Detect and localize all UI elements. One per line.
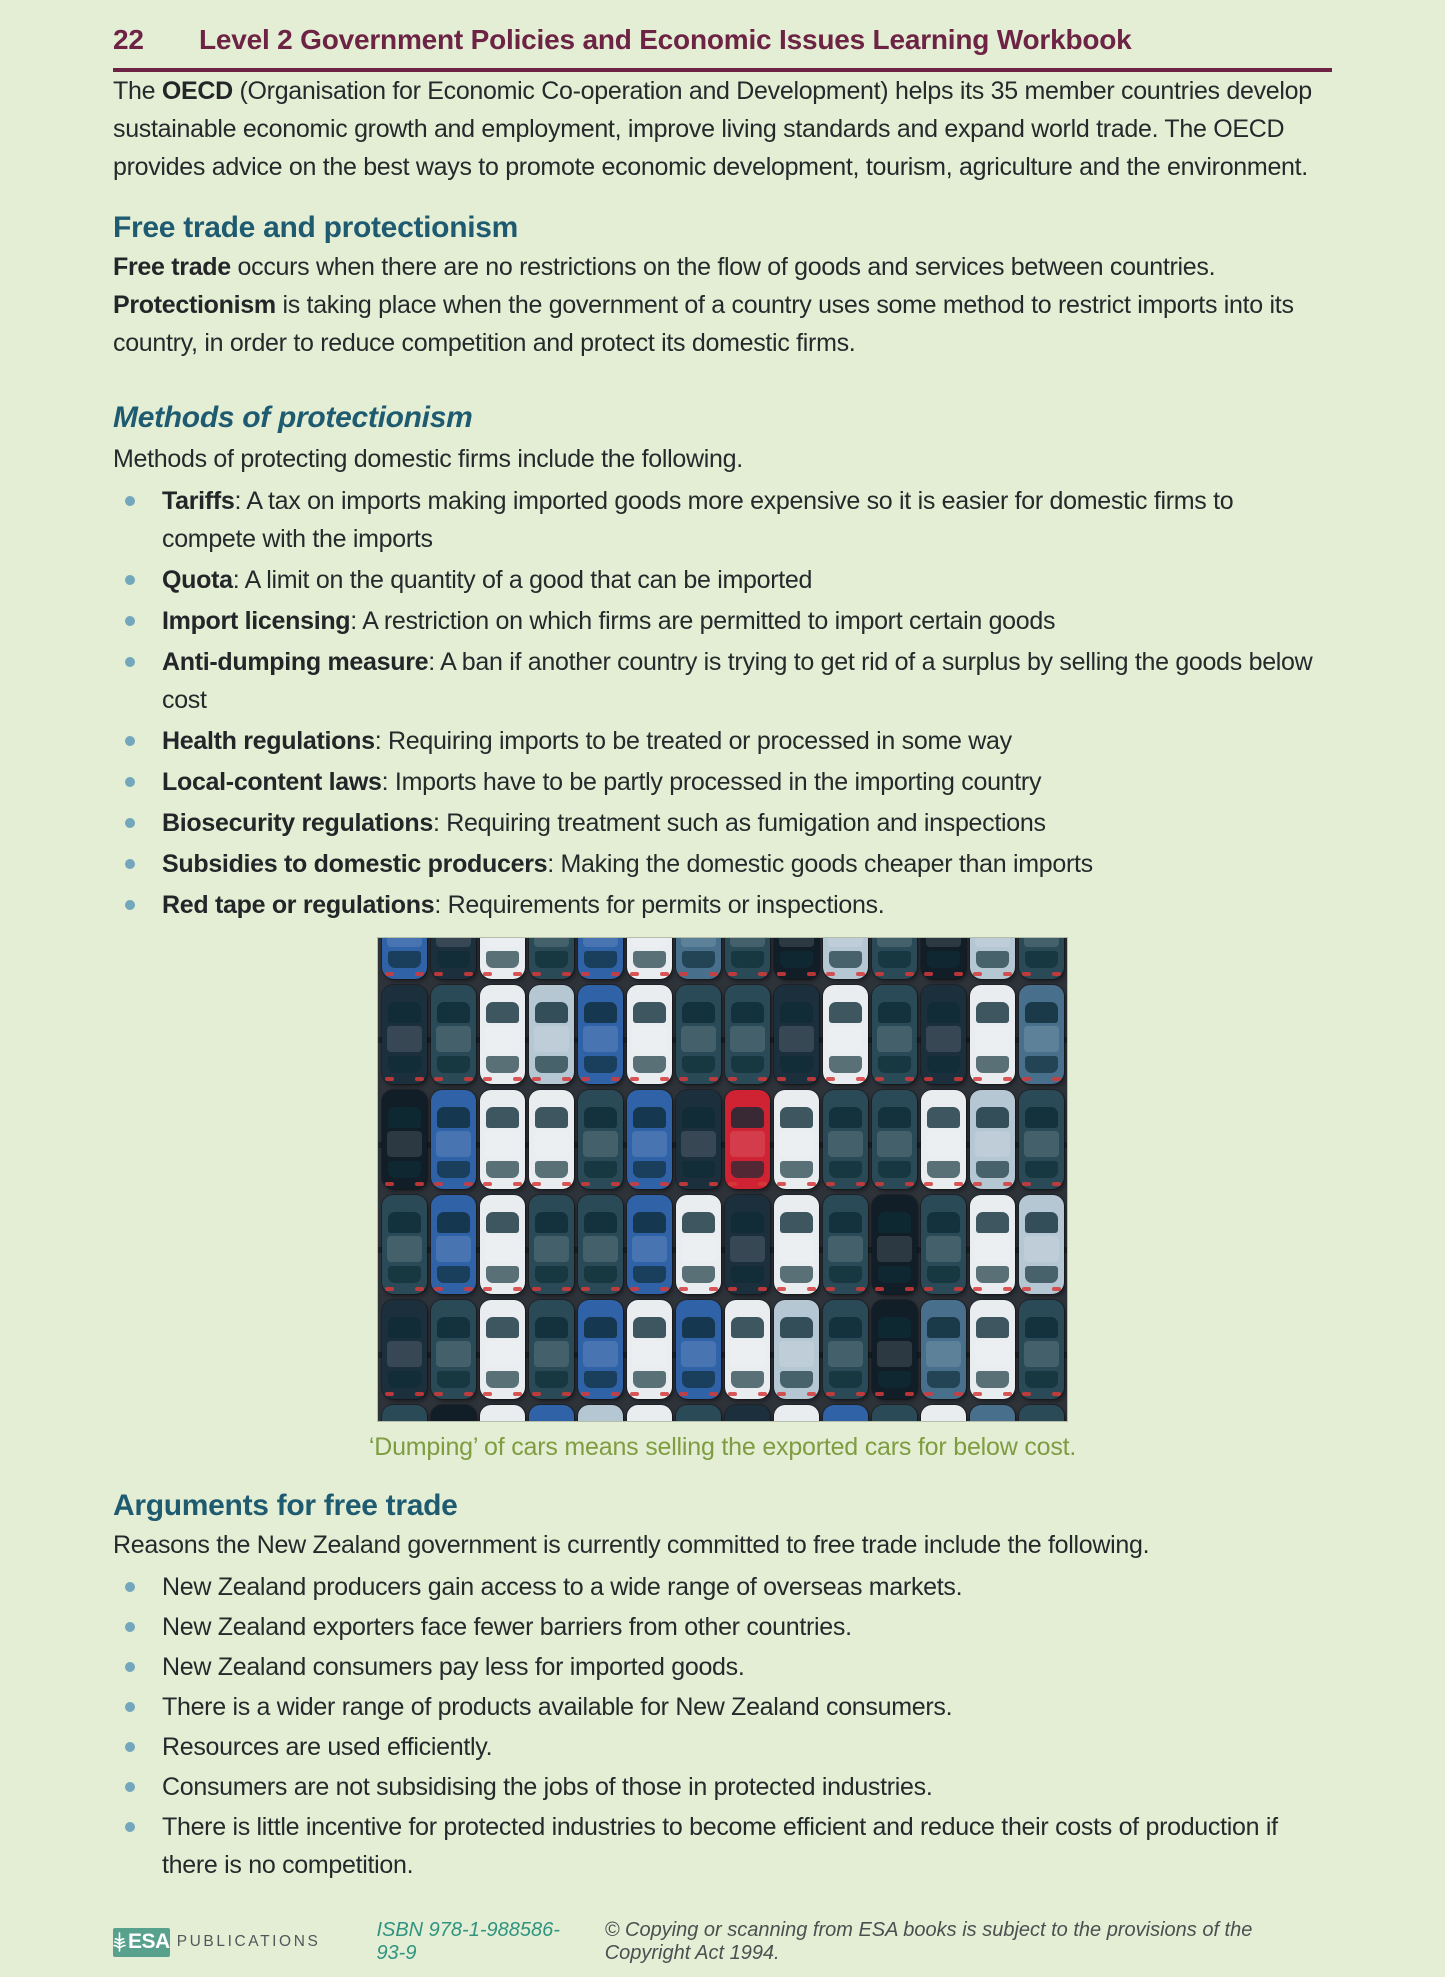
car [676,938,721,979]
car [480,1195,525,1294]
bullet-icon [125,1782,135,1792]
car [480,938,525,979]
car [970,1195,1015,1294]
car [382,1300,427,1399]
page-number: 22 [113,24,144,55]
section-heading-arguments: Arguments for free trade [113,1489,458,1522]
list-item [113,1808,1332,1884]
car [431,938,476,979]
list-item [113,643,1332,719]
car [627,985,672,1084]
list-item [113,482,1332,558]
car [823,1195,868,1294]
car-row [378,1300,1067,1399]
car [872,1405,917,1421]
list-item-text: Health regulations: Requiring imports to be treated or processed in some way [162,727,1012,755]
car-row [378,1405,1067,1421]
car [382,1090,427,1189]
car [529,1195,574,1294]
bullet-icon [125,1702,135,1712]
car [431,985,476,1084]
car [921,1300,966,1399]
car [627,1195,672,1294]
page-title: Level 2 Government Policies and Economic Issues Learning Workbook [199,24,1132,55]
list-item [113,1728,1332,1766]
list-item [113,602,1332,640]
car [431,1405,476,1421]
car-photo [378,938,1067,1421]
car [823,938,868,979]
list-item-text: Anti-dumping measure: A ban if another country is trying to get rid of a surplus by selling the goods below cost [162,648,1313,714]
car-row [378,1090,1067,1189]
car [676,1090,721,1189]
car [774,938,819,979]
list-item-text: New Zealand exporters face fewer barriers from other countries. [162,1613,852,1641]
car [627,1300,672,1399]
car [676,1195,721,1294]
car [921,938,966,979]
car [872,1090,917,1189]
car [921,1405,966,1421]
page-header [113,0,1332,56]
car [382,985,427,1084]
bullet-icon [125,818,135,828]
car [529,1090,574,1189]
list-item-text: New Zealand producers gain access to a wide range of overseas markets. [162,1573,963,1601]
bullet-icon [125,859,135,869]
car [382,938,427,979]
bullet-icon [125,616,135,626]
car [529,938,574,979]
car [578,1195,623,1294]
car [725,1300,770,1399]
page-content [113,0,1332,1886]
list-item [113,886,1332,924]
car [774,1300,819,1399]
car [676,1300,721,1399]
list-item [113,1768,1332,1806]
list-item [113,845,1332,883]
car [627,938,672,979]
car [970,1300,1015,1399]
list-item-text: Import licensing: A restriction on which firms are permitted to import certain goods [162,607,1056,635]
car [921,1195,966,1294]
publisher-label: PUBLICATIONS [176,1933,321,1950]
car [382,1195,427,1294]
car [970,938,1015,979]
copyright-label: © Copying or scanning from ESA books is subject to the provisions of the Copyright Act 1994. [604,1919,1253,1964]
methods-list [113,482,1332,924]
list-item-text: There is little incentive for protected industries to become efficient and reduce their costs of production if there is no competition. [162,1813,1278,1879]
list-item-text: Subsidies to domestic producers: Making the domestic goods cheaper than imports [162,850,1093,878]
car [921,1090,966,1189]
bullet-icon [125,900,135,910]
car [578,1405,623,1421]
car [970,1090,1015,1189]
car [382,1405,427,1421]
car [529,985,574,1084]
car [431,1300,476,1399]
car [578,1300,623,1399]
car [480,1405,525,1421]
car [725,1195,770,1294]
car [921,985,966,1084]
car [529,1405,574,1421]
car [480,1300,525,1399]
car [1019,1300,1064,1399]
car [1019,1195,1064,1294]
car [676,985,721,1084]
car [480,1090,525,1189]
bullet-icon [125,1742,135,1752]
list-item-text: Consumers are not subsidising the jobs of those in protected industries. [162,1773,933,1801]
car [970,985,1015,1084]
list-item-text: Biosecurity regulations: Requiring treatment such as fumigation and inspections [162,809,1046,837]
list-item-text: There is a wider range of products available for New Zealand consumers. [162,1693,953,1721]
car [1019,1090,1064,1189]
car [1019,938,1064,979]
page-footer [113,1919,1332,1965]
car [774,1090,819,1189]
subheading-methods-of-protectionism: Methods of protectionism [113,401,473,434]
car [872,938,917,979]
arguments-list [113,1568,1332,1884]
list-item [113,763,1332,801]
photo-caption: ‘Dumping’ of cars means selling the exported cars for below cost. [368,1433,1077,1461]
bullet-icon [125,1822,135,1832]
methods-intro: Methods of protecting domestic firms include the following. [113,445,743,473]
esa-logo-text: ESA [128,1930,170,1953]
list-item [113,722,1332,760]
list-item-text: Resources are used efficiently. [162,1733,493,1761]
bullet-icon [125,657,135,667]
list-item [113,1648,1332,1686]
car [872,1300,917,1399]
car [578,1090,623,1189]
car [480,985,525,1084]
free-trade-paragraph: Free trade occurs when there are no restrictions on the flow of goods and services between countries. Protectionism is taking place when the government of a country uses some method to restrict imports into its country, in order to reduce competition and protect its domestic firms. [113,253,1294,357]
list-item-text: Local-content laws: Imports have to be partly processed in the importing country [162,768,1042,796]
car [676,1405,721,1421]
car [529,1300,574,1399]
car-row [378,1195,1067,1294]
list-item-text: Red tape or regulations: Requirements for permits or inspections. [162,891,885,919]
intro-paragraph: The OECD (Organisation for Economic Co-operation and Development) helps its 35 member countries develop sustainable economic growth and employment, improve living standards and expand world trade. The OECD provides advice on the best ways to promote economic development, tourism, agriculture and the environment. [113,77,1312,181]
bullet-icon [125,1662,135,1672]
car [823,1300,868,1399]
arguments-intro: Reasons the New Zealand government is currently committed to free trade include the following. [113,1531,1150,1559]
car [627,1405,672,1421]
car [823,985,868,1084]
car [823,1405,868,1421]
list-item [113,1688,1332,1726]
esa-logo [113,1928,170,1957]
list-item [113,1568,1332,1606]
car [431,1090,476,1189]
bullet-icon [125,777,135,787]
list-item-text: Tariffs: A tax on imports making imported goods more expensive so it is easier for domestic firms to compete with the imports [162,487,1234,553]
car-row [378,938,1067,979]
car [578,938,623,979]
red-car [725,1090,770,1189]
list-item-text: New Zealand consumers pay less for imported goods. [162,1653,745,1681]
list-item [113,561,1332,599]
bullet-icon [125,575,135,585]
car [970,1405,1015,1421]
car [1019,1405,1064,1421]
fern-icon [113,1932,126,1952]
car [627,1090,672,1189]
list-item-text: Quota: A limit on the quantity of a good that can be imported [162,566,813,594]
list-item [113,1608,1332,1646]
car [725,985,770,1084]
car [774,985,819,1084]
car [1019,985,1064,1084]
car [725,1405,770,1421]
bullet-icon [125,736,135,746]
car [823,1090,868,1189]
car-row [378,985,1067,1084]
car [774,1195,819,1294]
car-photo-figure [113,938,1332,1462]
car [725,938,770,979]
isbn-label: ISBN 978-1-988586-93-9 [376,1919,560,1964]
section-heading-free-trade: Free trade and protectionism [113,211,519,244]
bullet-icon [125,1622,135,1632]
bullet-icon [125,1582,135,1592]
car [774,1405,819,1421]
car [872,985,917,1084]
car [872,1195,917,1294]
bullet-icon [125,496,135,506]
list-item [113,804,1332,842]
car [431,1195,476,1294]
car [578,985,623,1084]
